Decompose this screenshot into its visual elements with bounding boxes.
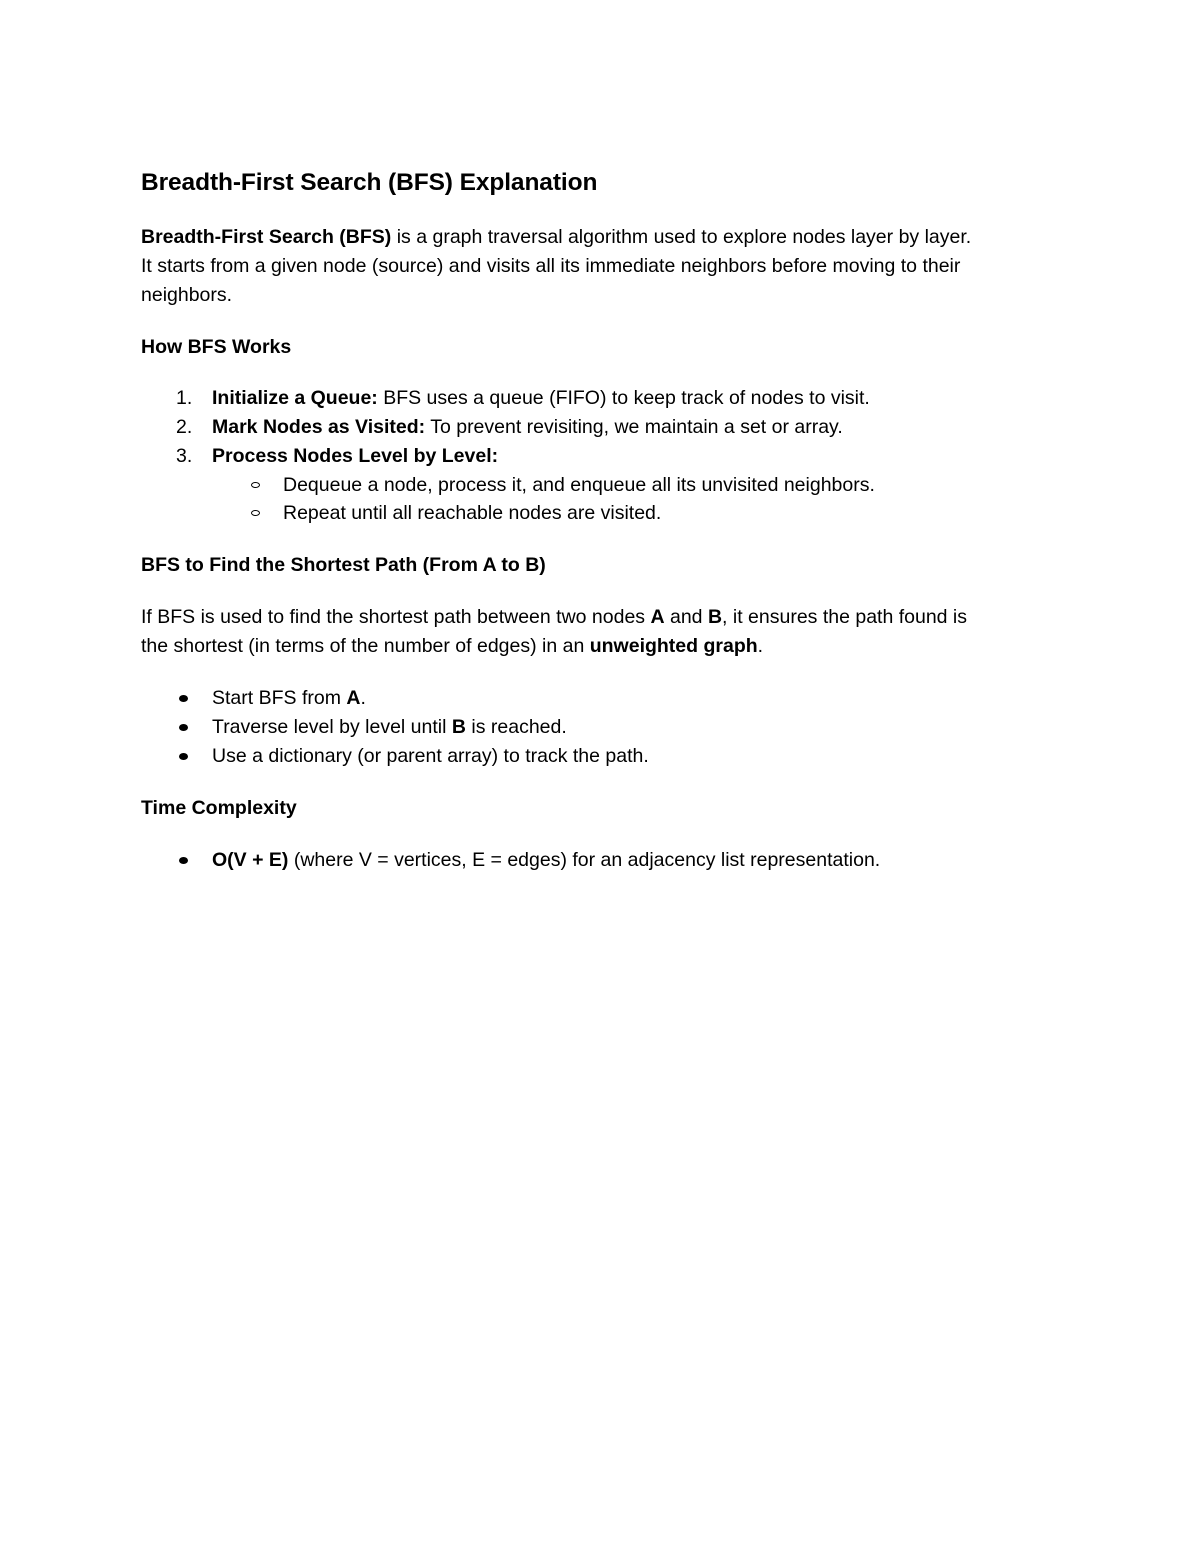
bullet-text: is reached. — [465, 716, 567, 738]
intro-paragraph — [141, 223, 1071, 310]
paragraph-text: . — [757, 635, 764, 657]
shortest-path-heading: BFS to Find the Shortest Path (From A to B) — [141, 554, 546, 576]
intro-line2-text: It starts from a given node (source) and visits all its immediate neighbors before moving to their — [141, 255, 961, 277]
step-label: Mark Nodes as Visited: — [212, 416, 426, 438]
intro-term: Breadth-First Search (BFS) — [141, 226, 392, 248]
steps-list — [141, 384, 1071, 527]
hollow-bullet-icon — [251, 510, 260, 516]
node-b-label: B — [707, 606, 723, 628]
list-item — [141, 742, 1071, 771]
paragraph-text: the shortest (in terms of the number of edges) in an — [141, 635, 590, 657]
intro-line3-text: neighbors. — [141, 284, 233, 306]
paragraph-text: If BFS is used to find the shortest path between two nodes — [141, 606, 651, 628]
step-label: Process Nodes Level by Level: — [212, 445, 499, 467]
substep-text: Dequeue a node, process it, and enqueue all its unvisited neighbors. — [283, 474, 875, 496]
bullet-icon — [179, 753, 188, 760]
step-number: 2. — [176, 416, 193, 438]
bullet-bold-text: B — [451, 716, 466, 738]
step-text: To prevent revisiting, we maintain a set or array. — [425, 416, 843, 438]
list-item — [212, 471, 1071, 499]
node-a-label: A — [650, 606, 665, 628]
list-item — [141, 384, 1071, 413]
page-title: Breadth-First Search (BFS) Explanation — [141, 169, 598, 196]
bullet-text: Traverse level by level until — [212, 716, 452, 738]
shortest-path-paragraph — [141, 603, 1071, 661]
list-item — [212, 499, 1071, 527]
step-label: Initialize a Queue: — [212, 387, 378, 409]
time-complexity-heading: Time Complexity — [141, 797, 297, 819]
step-text: BFS uses a queue (FIFO) to keep track of nodes to visit. — [377, 387, 870, 409]
document-page — [141, 166, 1071, 875]
list-item — [141, 846, 1071, 875]
list-item — [141, 413, 1071, 442]
bullet-icon — [179, 857, 188, 864]
bullet-icon — [179, 724, 188, 731]
hollow-bullet-icon — [251, 482, 260, 488]
substeps-list — [212, 471, 1071, 527]
list-item — [141, 442, 1071, 527]
paragraph-text: and — [664, 606, 708, 628]
unweighted-graph-term: unweighted graph — [589, 635, 758, 657]
list-item — [141, 713, 1071, 742]
intro-line1-text: is a graph traversal algorithm used to explore nodes layer by layer. — [391, 226, 972, 248]
substep-text: Repeat until all reachable nodes are visited. — [283, 502, 662, 524]
step-number: 1. — [176, 387, 193, 409]
how-bfs-works-heading: How BFS Works — [141, 336, 292, 358]
bullet-bold-text: A — [346, 687, 361, 709]
bullet-text: . — [360, 687, 366, 709]
bullet-icon — [179, 695, 188, 702]
bullet-text: (where V = vertices, E = edges) for an adjacency list representation. — [288, 849, 881, 871]
complexity-bullets — [141, 846, 1071, 875]
bullet-text: Use a dictionary (or parent array) to track the path. — [212, 745, 649, 767]
step-number: 3. — [176, 445, 193, 467]
list-item — [141, 684, 1071, 713]
bullet-text: Start BFS from — [212, 687, 347, 709]
shortest-path-bullets — [141, 684, 1071, 771]
complexity-formula: O(V + E) — [212, 849, 289, 871]
paragraph-text: , it ensures the path found is — [722, 606, 968, 628]
